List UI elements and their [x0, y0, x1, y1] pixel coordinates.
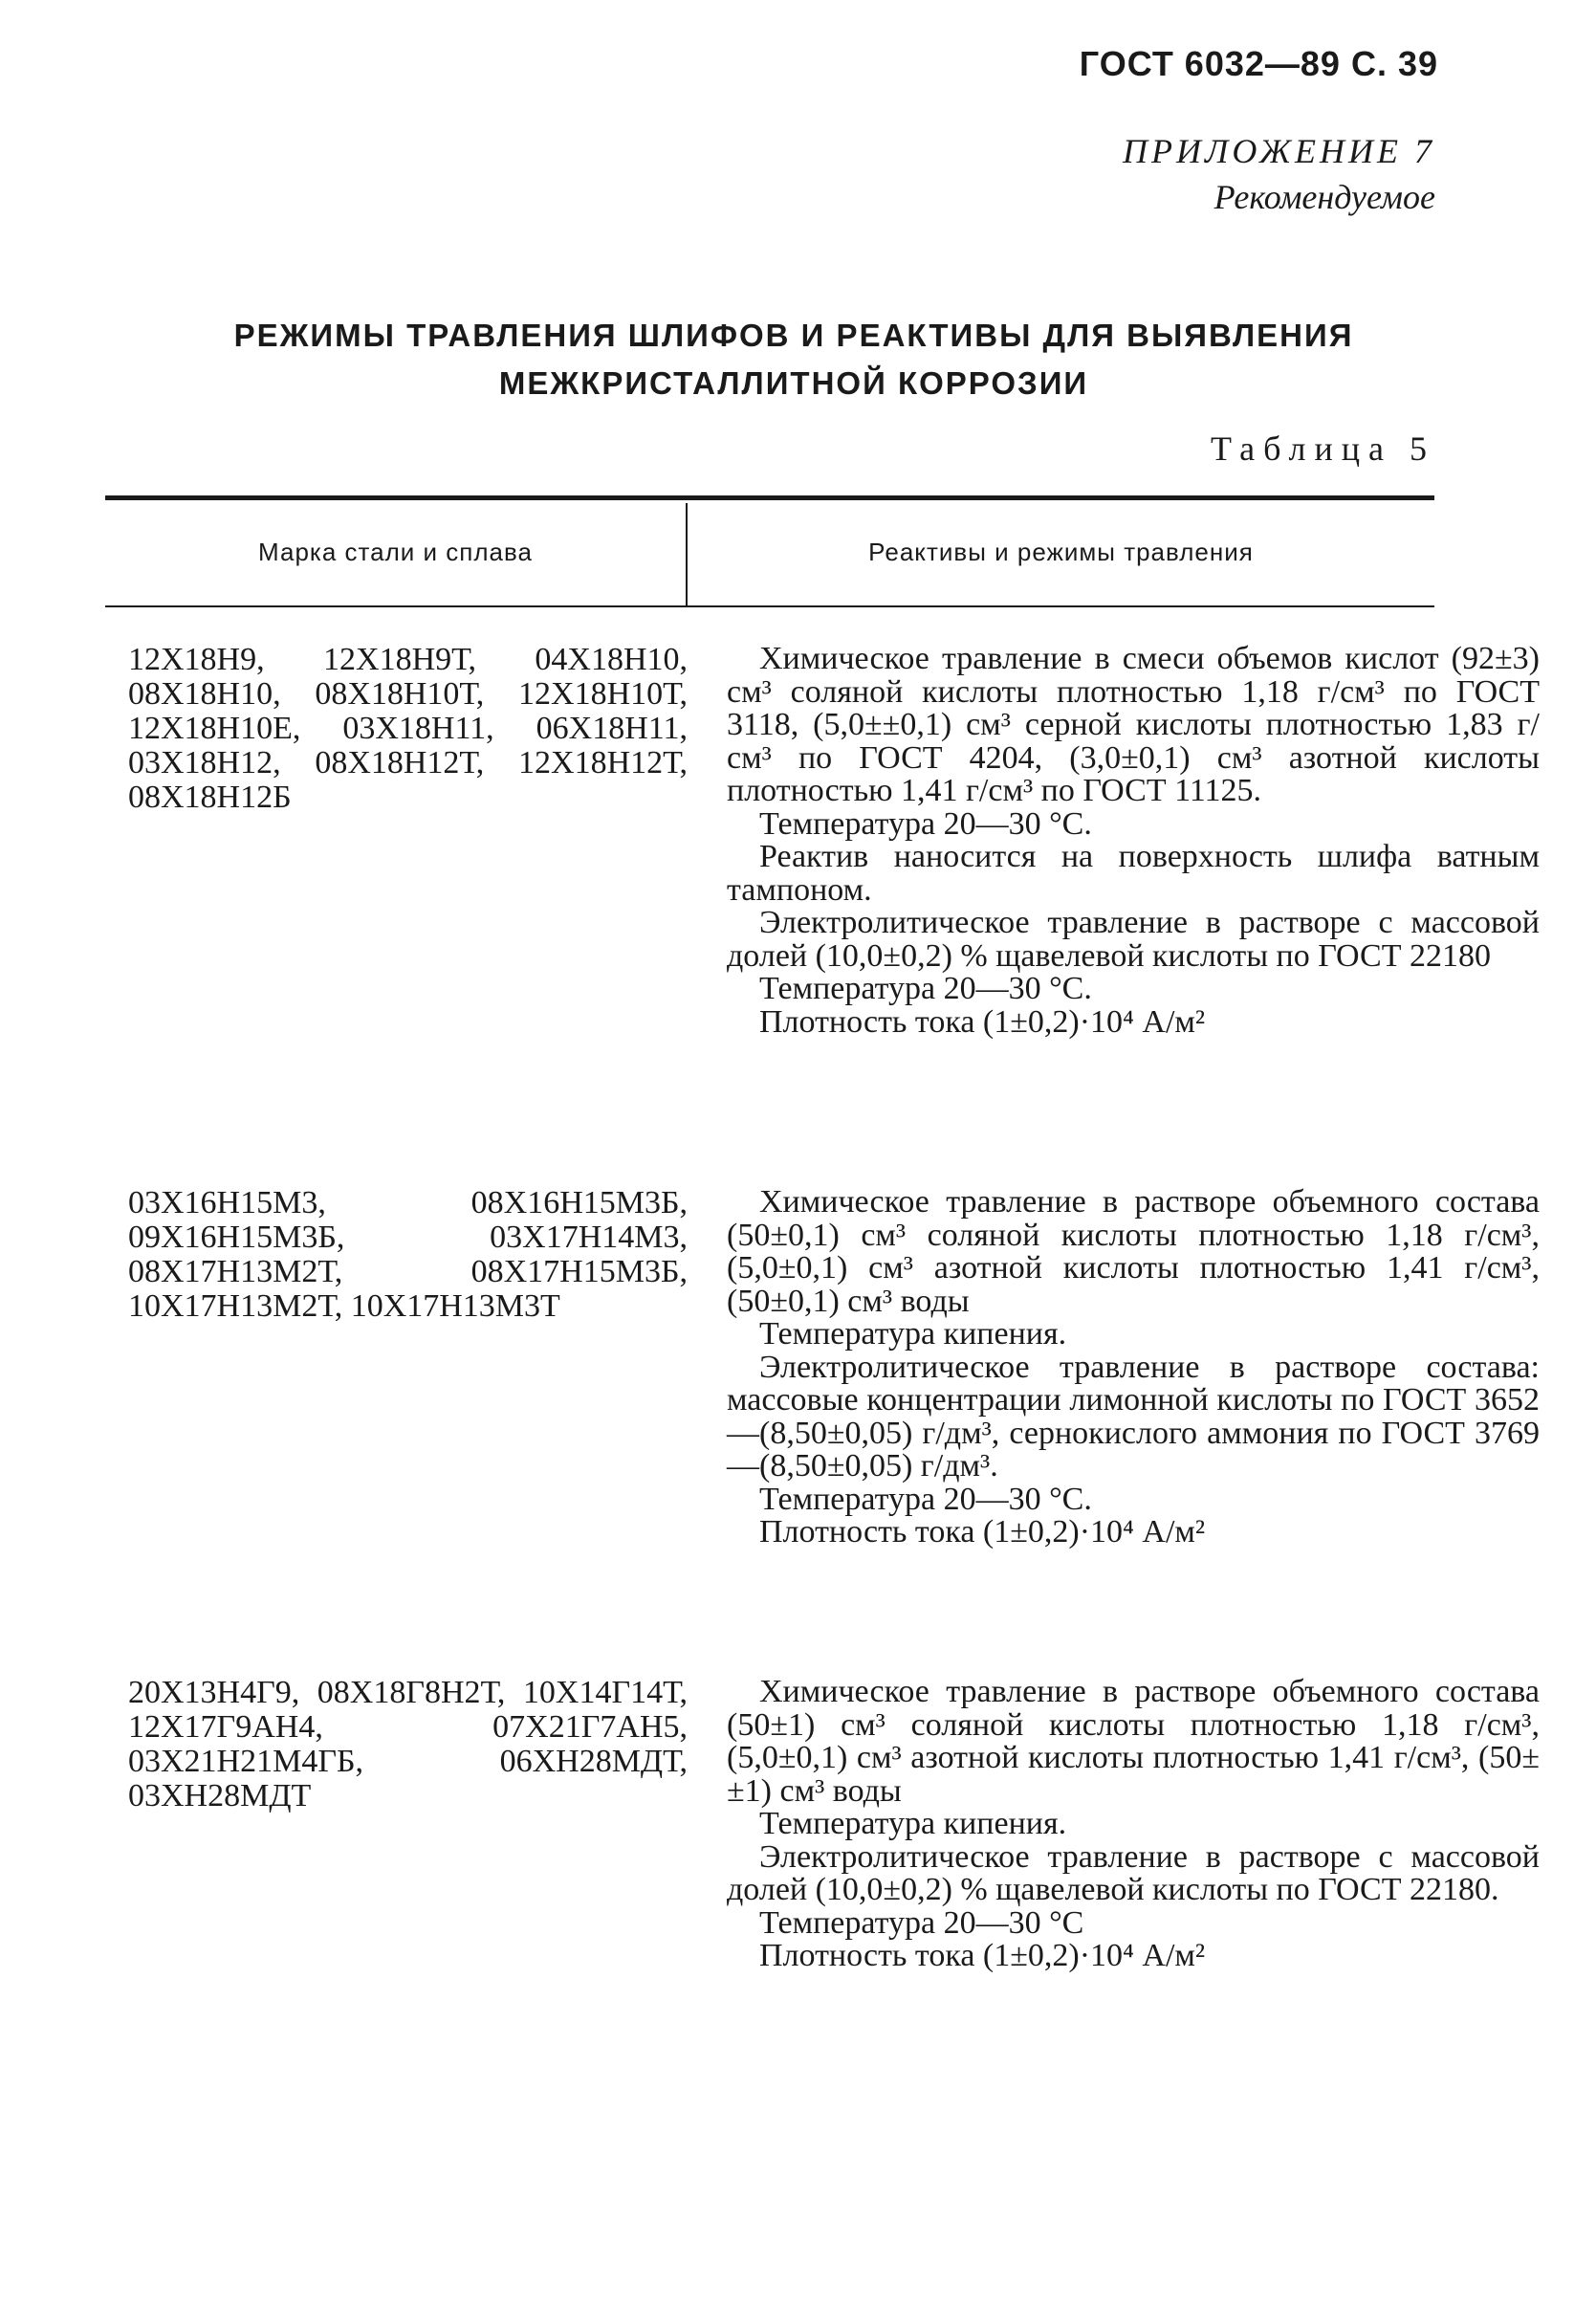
appendix-block	[1123, 128, 1435, 220]
reagent-paragraph: Плотность тока (1±0,2)·10⁴ А/м²	[759, 1938, 1206, 1973]
table-header-rule	[105, 605, 1434, 607]
reagent-paragraph: Температура 20—30 °С.	[759, 805, 1092, 842]
appendix-note: Рекомендуемое	[1213, 178, 1435, 216]
steel-grades-cell: 12Х18Н9, 12Х18Н9Т, 04Х18Н10, 08Х18Н10, 08Х18Н10Т, 12Х18Н10Т, 12Х18Н10Е, 03Х18Н11, 06Х18Н11, 03Х18Н12, 08Х18Н12Т, 12Х18Н12Т, 08Х18Н12Б	[128, 642, 688, 815]
reagent-paragraph: Электролитическое травление в растворе состава: массовые концентрации лимонной кислоты по ГОСТ 3652—(8,50±0,05) г/дм³, сернокислого аммония по ГОСТ 3769—(8,50±0,05) г/дм³.	[727, 1349, 1540, 1484]
reagent-paragraph: Температура 20—30 °С.	[759, 971, 1092, 1006]
reagent-paragraph: Температура 20—30 °С	[759, 1904, 1084, 1941]
table-header-steel-grade: Марка стали и сплава	[258, 538, 533, 566]
reagent-paragraph: Плотность тока (1±0,2)·10⁴ А/м²	[759, 1514, 1206, 1550]
reagent-paragraph: Электролитическое травление в растворе с массовой долей (10,0±0,2) % щавелевой кислоты по ГОСТ 22180.	[727, 1838, 1540, 1907]
reagent-paragraph: Электролитическое травление в растворе с массовой долей (10,0±0,2) % щавелевой кислоты по ГОСТ 22180	[727, 905, 1540, 974]
page-header-reference: ГОСТ 6032—89 С. 39	[1079, 44, 1438, 83]
reagent-paragraph: Реактив наносится на поверхность шлифа ватным тампоном.	[727, 839, 1540, 908]
page-title-line-2: МЕЖКРИСТАЛЛИТНОЙ КОРРОЗИИ	[498, 365, 1089, 401]
reagent-paragraph: Химическое травление в смеси объемов кислот (92±3) см³ соляной кислоты плотностью 1,18 г/см³ по ГОСТ 3118, (5,0±±0,1) см³ серной кислоты плотностью 1,83 г/см³ по ГОСТ 4204, (3,0±0,1) см³ азотной кислоты плотностью 1,41 г/см³ по ГОСТ 11125.	[727, 641, 1540, 808]
reagent-paragraph: Химическое травление в растворе объемного состава (50±1) см³ соляной кислоты плотностью 1,18 г/см³, (5,0±0,1) см³ азотной кислоты плотностью 1,41 г/см³, (50±±1) см³ воды	[727, 1674, 1540, 1809]
table-header-reagents: Реактивы и режимы травления	[868, 538, 1254, 566]
table-label: Таблица 5	[1211, 429, 1435, 468]
reagents-cell	[727, 1186, 1540, 1550]
appendix-title: ПРИЛОЖЕНИЕ 7	[1123, 132, 1435, 170]
page-title-line-1: РЕЖИМЫ ТРАВЛЕНИЯ ШЛИФОВ И РЕАКТИВЫ ДЛЯ ВЫЯВЛЕНИЯ	[233, 318, 1354, 353]
table-top-rule	[105, 495, 1434, 500]
reagents-cell	[727, 1676, 1540, 1973]
steel-grades-cell: 03Х16Н15М3, 08Х16Н15М3Б, 09Х16Н15М3Б, 03Х17Н14М3, 08Х17Н13М2Т, 08Х17Н15М3Б, 10Х17Н13М2Т, 10Х17Н13М3Т	[128, 1185, 688, 1324]
reagent-paragraph: Температура кипения.	[759, 1316, 1067, 1352]
steel-grades-cell: 20Х13Н4Г9, 08Х18Г8Н2Т, 10Х14Г14Т, 12Х17Г9АН4, 07Х21Г7АН5, 03Х21Н21М4ГБ, 06ХН28МДТ, 03ХН28МДТ	[128, 1675, 688, 1813]
reagent-paragraph: Плотность тока (1±0,2)·10⁴ А/м²	[759, 1003, 1206, 1040]
reagent-paragraph: Химическое травление в растворе объемного состава (50±0,1) см³ соляной кислоты плотностью 1,18 г/см³, (5,0±0,1) см³ азотной кислоты плотностью 1,41 г/см³, (50±0,1) см³ воды	[727, 1184, 1540, 1319]
reagent-paragraph: Температура 20—30 °С.	[759, 1481, 1092, 1517]
reagents-cell	[727, 643, 1540, 1039]
page-title	[96, 312, 1492, 407]
reagent-paragraph: Температура кипения.	[759, 1806, 1067, 1841]
